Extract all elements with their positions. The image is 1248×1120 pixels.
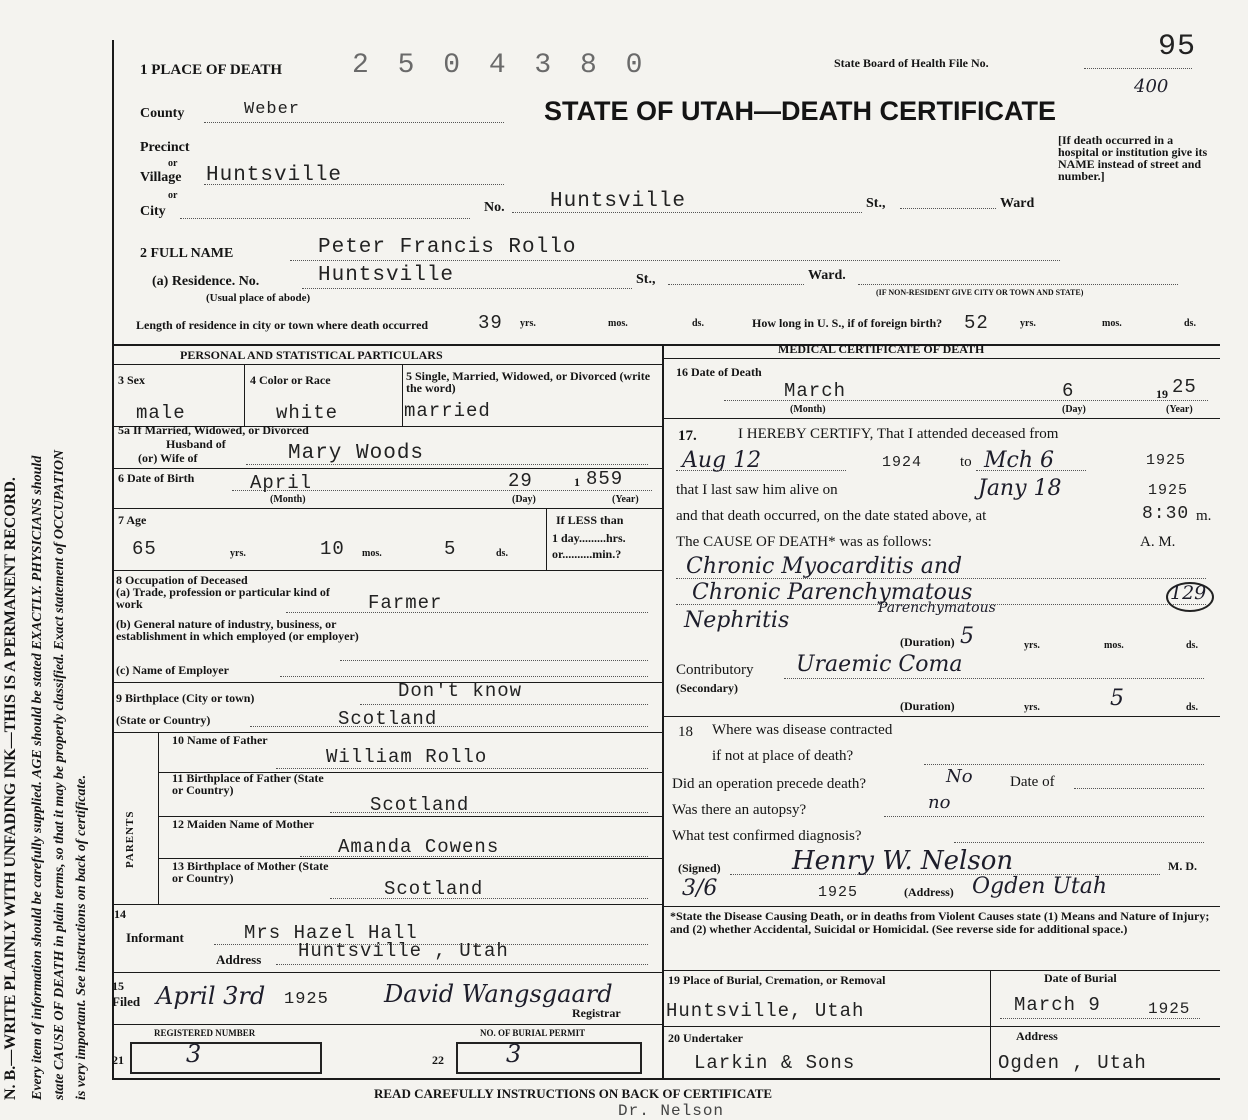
certify-number: 17. bbox=[678, 428, 697, 444]
footer-instructions: READ CAREFULLY INSTRUCTIONS ON BACK OF CERTIFICATE bbox=[374, 1086, 773, 1101]
hospital-note: [If death occurred in a hospital or institution give its NAME instead of street and number.] bbox=[1058, 133, 1208, 183]
birthplace-country: Scotland bbox=[338, 708, 438, 730]
date-of-death-label: 16 Date of Death bbox=[676, 365, 762, 379]
occupation-industry-label: (b) General nature of industry, business, or establishment in which employed (or employer) bbox=[116, 617, 359, 643]
death-month: March bbox=[784, 380, 847, 402]
cause-code: 129 bbox=[1170, 582, 1207, 604]
cause-line-3: Nephritis bbox=[684, 608, 790, 633]
us-yrs-label: yrs. bbox=[1020, 318, 1036, 329]
contributory-months: 5 bbox=[1110, 686, 1124, 711]
operation-value: No bbox=[946, 766, 973, 787]
undertaker-address-label: Address bbox=[1016, 1029, 1058, 1043]
color-label: 4 Color or Race bbox=[250, 373, 331, 387]
age-days: 5 bbox=[444, 538, 457, 560]
attended-to: Mch 6 bbox=[984, 448, 1055, 473]
mother-birthplace-label: 13 Birthplace of Mother (State or Country) bbox=[172, 859, 329, 885]
informant-address-label: Address bbox=[216, 952, 262, 967]
q18-place-label: if not at place of death? bbox=[712, 748, 854, 764]
less-than-min: or..........min.? bbox=[552, 547, 622, 561]
burial-permit-item: 22 bbox=[432, 1053, 444, 1067]
q18-label: Where was disease contracted bbox=[712, 722, 893, 738]
file-number: 95 bbox=[1158, 30, 1197, 64]
mother-birthplace: Scotland bbox=[384, 878, 484, 900]
certify-text: I HEREBY CERTIFY, That I attended deceased from bbox=[738, 426, 1059, 442]
occupation-value: Farmer bbox=[368, 592, 443, 614]
certificate-title: STATE OF UTAH—DEATH CERTIFICATE bbox=[544, 96, 1056, 126]
registered-number-item: 21 bbox=[112, 1053, 124, 1067]
burial-place: Huntsville, Utah bbox=[666, 1000, 865, 1022]
footnote: *State the Disease Causing Death, or in deaths from Violent Causes state (1) Means and Nature of Injury; and (2) whether Accidental, Suicidal or Homicidal. (See reverse side for additional space.) bbox=[670, 909, 1210, 936]
file-number-label: State Board of Health File No. bbox=[834, 56, 989, 70]
burial-date-label: Date of Burial bbox=[1044, 971, 1117, 985]
duration-years: 5 bbox=[960, 624, 974, 649]
residence-ward-label: Ward. bbox=[808, 268, 846, 283]
dob-day: 29 bbox=[508, 470, 533, 492]
village-value: Huntsville bbox=[206, 164, 343, 187]
length-of-residence-years: 39 bbox=[478, 312, 503, 334]
filed-label: Filed bbox=[112, 994, 141, 1009]
duration-ds-label: ds. bbox=[1186, 640, 1198, 651]
margin-instructions-2: state CAUSE OF DEATH in plain terms, so that it may be properly classified. Exact statement of OCCUPATION bbox=[52, 449, 67, 1100]
dob-year-prefix: 1 bbox=[574, 475, 580, 489]
physician-address-label: (Address) bbox=[904, 885, 954, 899]
or-label-1: or bbox=[168, 158, 178, 169]
husband-of-label: Husband of bbox=[166, 437, 226, 451]
mother-name: Amanda Cowens bbox=[338, 836, 500, 858]
us-ds-label: ds. bbox=[1184, 318, 1196, 329]
signed-label: (Signed) bbox=[678, 861, 721, 875]
death-day-caption: (Day) bbox=[1062, 404, 1086, 415]
full-name-value: Peter Francis Rollo bbox=[318, 236, 577, 259]
employer-label: (c) Name of Employer bbox=[116, 663, 229, 677]
burial-year: 1925 bbox=[1148, 1000, 1191, 1018]
ward-label: Ward bbox=[1000, 196, 1035, 211]
secondary-label: (Secondary) bbox=[676, 681, 738, 695]
death-year: 25 bbox=[1172, 376, 1197, 398]
medical-heading: MEDICAL CERTIFICATE OF DEATH bbox=[778, 342, 985, 356]
street-label: St., bbox=[866, 196, 886, 211]
death-year-prefix: 19 bbox=[1156, 387, 1168, 401]
form-left-border bbox=[112, 40, 114, 1080]
last-saw-date: Jany 18 bbox=[978, 476, 1062, 501]
death-month-caption: (Month) bbox=[790, 404, 826, 415]
marital-label: 5 Single, Married, Widowed, or Divorced (write the word) bbox=[406, 369, 651, 395]
contributory-label: Contributory bbox=[676, 662, 754, 678]
time-m-label: m. bbox=[1196, 508, 1212, 524]
occupation-trade-label: (a) Trade, profession or particular kind of work bbox=[116, 585, 330, 611]
occupation-label: 8 Occupation of Deceased bbox=[116, 573, 248, 587]
dob-year-caption: (Year) bbox=[612, 494, 639, 505]
marital-value: married bbox=[404, 400, 491, 422]
q18-number: 18 bbox=[678, 724, 693, 740]
village-label: Village bbox=[140, 170, 182, 185]
age-yrs-label: yrs. bbox=[230, 548, 246, 559]
or-label-2: or bbox=[168, 190, 178, 201]
informant-label: Informant bbox=[126, 930, 184, 945]
length-mos-label: mos. bbox=[608, 318, 628, 329]
age-ds-label: ds. bbox=[496, 548, 508, 559]
informant-number: 14 bbox=[114, 907, 126, 921]
age-label: 7 Age bbox=[118, 513, 147, 527]
cause-annotation: Parenchymatous bbox=[878, 600, 996, 616]
burial-permit-box bbox=[456, 1042, 642, 1074]
personal-heading: PERSONAL AND STATISTICAL PARTICULARS bbox=[180, 348, 443, 362]
attended-to-year: 1925 bbox=[1146, 452, 1187, 469]
registrar-signature: David Wangsgaard bbox=[384, 980, 613, 1008]
residence-street-label: St., bbox=[636, 272, 656, 287]
death-day: 6 bbox=[1062, 380, 1075, 402]
burial-date: March 9 bbox=[1014, 994, 1101, 1016]
undertaker-address: Ogden , Utah bbox=[998, 1052, 1147, 1074]
contributory-yrs-label: yrs. bbox=[1024, 702, 1040, 713]
informant-address: Huntsville , Utah bbox=[298, 940, 509, 962]
burial-permit-number: 3 bbox=[506, 1040, 522, 1068]
duration-label: (Duration) bbox=[900, 635, 955, 649]
birthplace-state-label: (State or Country) bbox=[116, 713, 211, 727]
death-year-caption: (Year) bbox=[1166, 404, 1193, 415]
contributory-duration-label: (Duration) bbox=[900, 699, 955, 713]
age-months: 10 bbox=[320, 538, 345, 560]
diagnosis-test-label: What test confirmed diagnosis? bbox=[672, 828, 862, 844]
form-bottom-border bbox=[112, 1078, 1220, 1080]
father-birthplace-label: 11 Birthplace of Father (State or Country) bbox=[172, 771, 324, 797]
father-birthplace: Scotland bbox=[370, 794, 470, 816]
registered-number: 3 bbox=[186, 1040, 202, 1068]
autopsy-value: no bbox=[928, 792, 951, 813]
wife-of-label: (or) Wife of bbox=[138, 451, 198, 465]
father-name: William Rollo bbox=[326, 746, 488, 768]
margin-instructions-1: Every item of information should be carefully supplied. AGE should be stated EXACTLY. PHYSICIANS should bbox=[30, 455, 45, 1100]
sex-label: 3 Sex bbox=[118, 373, 145, 387]
non-resident-label: (IF NON-RESIDENT GIVE CITY OR TOWN AND STATE) bbox=[876, 288, 1084, 297]
signed-date: 3/6 bbox=[682, 876, 718, 901]
burial-permit-label: NO. OF BURIAL PERMIT bbox=[480, 1028, 586, 1038]
contributory-ds-label: ds. bbox=[1186, 702, 1198, 713]
dob-day-caption: (Day) bbox=[512, 494, 536, 505]
attended-from: Aug 12 bbox=[682, 448, 762, 473]
length-yrs-label: yrs. bbox=[520, 318, 536, 329]
length-of-residence-label: Length of residence in city or town where death occurred bbox=[136, 318, 429, 332]
bottom-note: Dr. Nelson bbox=[618, 1102, 725, 1120]
cause-line-1: Chronic Myocarditis and bbox=[686, 554, 963, 579]
signed-year: 1925 bbox=[818, 884, 859, 901]
sex-value: male bbox=[136, 402, 186, 424]
physician-signature: Henry W. Nelson bbox=[792, 846, 1014, 876]
age-mos-label: mos. bbox=[362, 548, 382, 559]
registrar-label: Registrar bbox=[572, 1006, 621, 1020]
last-saw-year: 1925 bbox=[1148, 482, 1189, 499]
duration-yrs-label: yrs. bbox=[1024, 640, 1040, 651]
cause-label: The CAUSE OF DEATH* was as follows: bbox=[676, 534, 932, 550]
operation-label: Did an operation precede death? bbox=[672, 776, 867, 792]
residence-label: (a) Residence. No. bbox=[152, 274, 260, 289]
am-label: A. M. bbox=[1140, 534, 1176, 550]
filed-year: 1925 bbox=[284, 990, 329, 1009]
age-years: 65 bbox=[132, 538, 157, 560]
birthplace-label: 9 Birthplace (City or town) bbox=[116, 691, 255, 705]
death-time: 8:30 bbox=[1142, 504, 1190, 524]
spouse-label: 5a If Married, Widowed, or Divorced bbox=[118, 423, 309, 437]
dob-month: April bbox=[250, 472, 313, 494]
margin-permanent-record: N. B.—WRITE PLAINLY WITH UNFADING INK—THIS IS A PERMANENT RECORD. bbox=[2, 477, 19, 1100]
mother-name-label: 12 Maiden Name of Mother bbox=[172, 817, 314, 831]
to-label: to bbox=[960, 454, 972, 470]
dob-year: 859 bbox=[586, 468, 624, 490]
years-in-us-value: 52 bbox=[964, 312, 989, 334]
father-name-label: 10 Name of Father bbox=[172, 733, 268, 747]
city-label: City bbox=[140, 204, 166, 219]
dob-label: 6 Date of Birth bbox=[118, 471, 195, 485]
attended-from-year: 1924 bbox=[882, 454, 923, 471]
full-name-label: 2 FULL NAME bbox=[140, 246, 234, 261]
file-number-note: 400 bbox=[1134, 76, 1169, 97]
filed-date: April 3rd bbox=[156, 982, 266, 1010]
operation-date-label: Date of bbox=[1010, 774, 1055, 790]
margin-instructions-3: is very important. See instructions on back of certificate. bbox=[74, 774, 89, 1100]
death-occurred-label: and that death occurred, on the date stated above, at bbox=[676, 508, 987, 524]
street-no-value: Huntsville bbox=[550, 190, 687, 213]
years-in-us-label: How long in U. S., if of foreign birth? bbox=[752, 316, 943, 330]
cause-line-2: Chronic Parenchymatous bbox=[692, 580, 973, 605]
dob-month-caption: (Month) bbox=[270, 494, 306, 505]
less-than-label: If LESS than bbox=[556, 513, 624, 527]
stamp-number: 2 5 0 4 3 8 0 bbox=[352, 50, 649, 81]
less-than-day: 1 day.........hrs. bbox=[552, 531, 626, 545]
spouse-value: Mary Woods bbox=[288, 442, 425, 465]
autopsy-label: Was there an autopsy? bbox=[672, 802, 807, 818]
usual-abode-label: (Usual place of abode) bbox=[206, 292, 311, 304]
physician-address: Ogden Utah bbox=[972, 874, 1108, 899]
filed-number: 15 bbox=[112, 979, 124, 993]
county-label: County bbox=[140, 106, 185, 121]
undertaker-label: 20 Undertaker bbox=[668, 1031, 743, 1045]
precinct-label: Precinct bbox=[140, 140, 190, 155]
residence-value: Huntsville bbox=[318, 264, 455, 287]
parents-label: PARENTS bbox=[124, 810, 136, 868]
registered-number-label: REGISTERED NUMBER bbox=[154, 1028, 256, 1038]
registered-number-box bbox=[130, 1042, 322, 1074]
last-saw-label: that I last saw him alive on bbox=[676, 482, 838, 498]
street-no-label: No. bbox=[484, 200, 505, 215]
us-mos-label: mos. bbox=[1102, 318, 1122, 329]
birthplace-city: Don't know bbox=[398, 680, 523, 702]
place-of-death-label: 1 PLACE OF DEATH bbox=[140, 62, 283, 78]
contributory-value: Uraemic Coma bbox=[796, 652, 963, 677]
duration-mos-label: mos. bbox=[1104, 640, 1124, 651]
burial-place-label: 19 Place of Burial, Cremation, or Removal bbox=[668, 973, 886, 987]
county-value: Weber bbox=[244, 100, 301, 119]
md-label: M. D. bbox=[1168, 859, 1197, 873]
undertaker-name: Larkin & Sons bbox=[694, 1052, 856, 1074]
color-value: white bbox=[276, 402, 339, 424]
informant-value: Mrs Hazel Hall bbox=[244, 922, 418, 944]
upper-section-divider bbox=[112, 344, 1220, 346]
length-ds-label: ds. bbox=[692, 318, 704, 329]
